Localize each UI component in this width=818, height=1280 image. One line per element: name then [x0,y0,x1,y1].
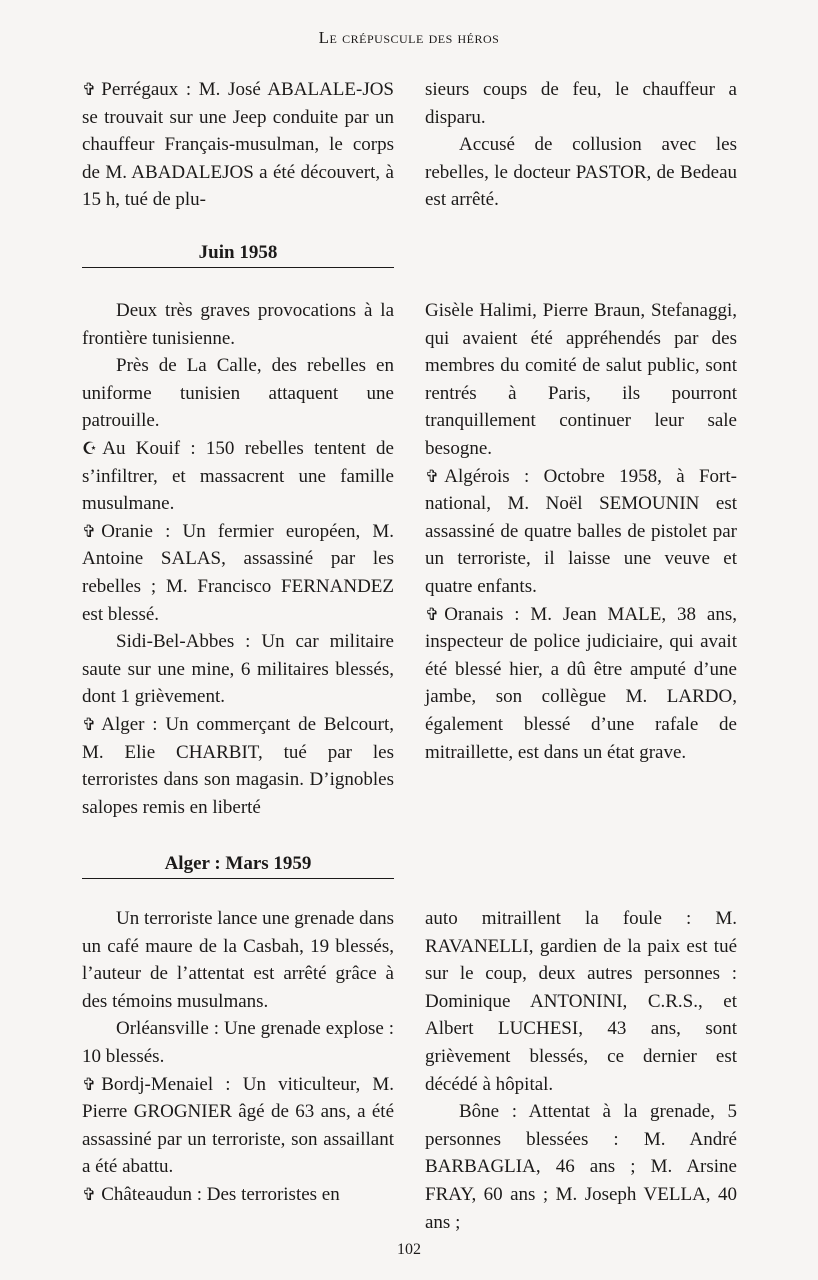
cross-icon: ✞ [82,1184,97,1204]
paragraph: Un terroriste lance une grenade dans un café maure de la Casbah, 19 blessés, l’auteur de l’attentat est arrêté grâce à des témoins musulmans. [82,908,395,1012]
paragraph: auto mitraillent la foule : M. RAVANELLI, gardien de la paix est tué sur le coup, deux autres personnes : Dominique ANTONINI, C.R.S., et Albert LUCHESI, 43 ans, sont grièvement blessés, ce dernier est décédé à hôpital. [425,908,737,1095]
section-heading-juin-1958: Juin 1958 [82,242,394,268]
paragraph: ☪ Au Kouif : 150 rebelles tentent de s’infiltrer, et massacrent une famille musulmane. [82,435,394,518]
block1-right-column [425,76,737,214]
paragraph: Près de La Calle, des rebelles en uniforme tunisien attaquent une patrouille. [82,355,394,432]
cross-icon: ✞ [82,521,97,541]
paragraph: Sidi-Bel-Abbes : Un car militaire saute sur une mine, 6 militaires blessés, dont 1 grièvement. [82,631,394,708]
book-title: Le crépuscule des héros [318,28,500,47]
paragraph: Orléansville : Une grenade explose : 10 blessés. [82,1018,394,1067]
block3-left-column [82,905,394,1209]
cross-icon: ✞ [425,466,440,486]
page-number: 102 [397,1241,421,1258]
running-header [0,28,818,48]
section-heading-alger-mars-1959: Alger : Mars 1959 [82,853,394,879]
paragraph: ✞ Perrégaux : M. José ABALALE-JOS se trouvait sur une Jeep conduite par un chauffeur Français-musulman, le corps de M. ABADALEJOS a été découvert, à 15 h, tué de plu- [82,76,394,214]
paragraph: ✞ Bordj-Menaiel : Un viticulteur, M. Pierre GROGNIER âgé de 63 ans, a été assassiné par un terroriste, son assaillant a été abattu. [82,1071,394,1181]
block3-right-column [425,905,737,1236]
crescent-icon: ☪ [82,438,98,458]
paragraph: ✞ Oranais : M. Jean MALE, 38 ans, inspecteur de police judiciaire, qui avait été blessé hier, a dû être amputé d’une jambe, son collègue M. LARDO, également blessé d’une rafale de mitraillette, est dans un état grave. [425,601,737,767]
paragraph: Deux très graves provocations à la frontière tunisienne. [82,300,394,349]
paragraph: Gisèle Halimi, Pierre Braun, Stefanaggi, qui avaient été appréhendés par des membres du comité de salut public, sont rentrés à Paris, ils pourront tranquillement continuer leur sale besogne. [425,300,737,459]
block2-right-column [425,297,737,766]
cross-icon: ✞ [82,714,97,734]
cross-icon: ✞ [82,80,97,99]
block2-left-column [82,297,394,821]
paragraph: Accusé de collusion avec les rebelles, le docteur PASTOR, de Bedeau est arrêté. [425,134,737,211]
paragraph: Bône : Attentat à la grenade, 5 personnes blessées : M. André BARBAGLIA, 46 ans ; M. Arsine FRAY, 60 ans ; M. Joseph VELLA, 40 ans ; [425,1101,737,1233]
cross-icon: ✞ [425,604,440,624]
paragraph: ✞ Oranie : Un fermier européen, M. Antoine SALAS, assassiné par les rebelles ; M. Francisco FERNANDEZ est blessé. [82,518,394,628]
block1-left-column [82,76,394,214]
paragraph: ✞ Algérois : Octobre 1958, à Fort-national, M. Noël SEMOUNIN est assassiné de quatre balles de pistolet par un terroriste, il laisse une veuve et quatre enfants. [425,463,737,601]
paragraph: ✞ Alger : Un commerçant de Belcourt, M. Elie CHARBIT, tué par les terroristes dans son magasin. D’ignobles salopes remis en liberté [82,711,394,821]
paragraph: ✞ Châteaudun : Des terroristes en [82,1181,394,1209]
paragraph: sieurs coups de feu, le chauffeur a disparu. [425,79,737,128]
cross-icon: ✞ [82,1074,97,1094]
